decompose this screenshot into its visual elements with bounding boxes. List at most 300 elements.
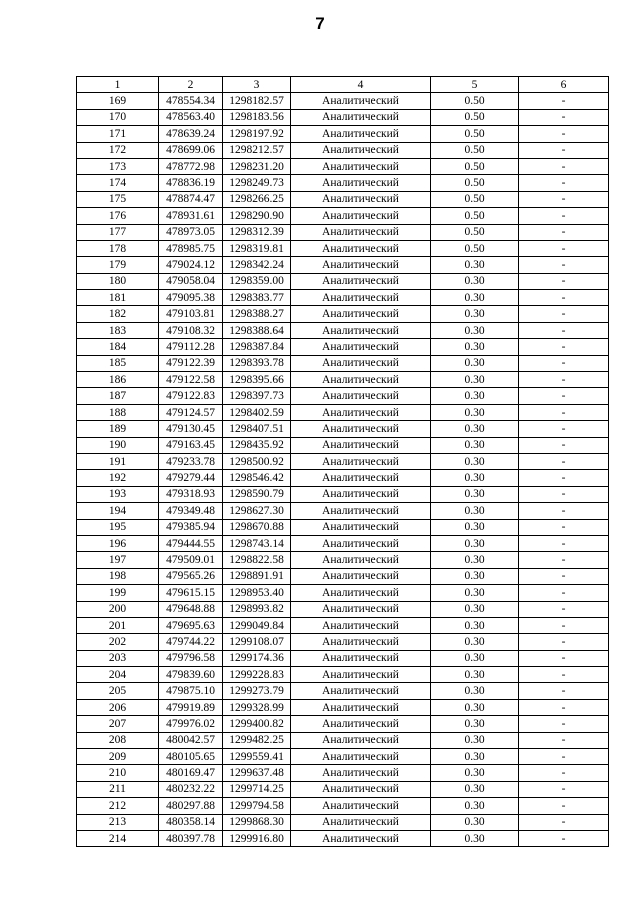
table-header-row	[77, 77, 609, 93]
note-cell: -	[519, 568, 609, 584]
table-row	[77, 781, 609, 797]
note-cell: -	[519, 388, 609, 404]
accuracy-cell: 0.50	[431, 208, 519, 224]
table-row	[77, 601, 609, 617]
x-coordinate-cell: 478874.47	[159, 191, 223, 207]
point-number-cell: 170	[77, 109, 159, 125]
note-cell: -	[519, 781, 609, 797]
method-cell: Аналитический	[291, 716, 431, 732]
x-coordinate-cell: 480169.47	[159, 765, 223, 781]
x-coordinate-cell: 479058.04	[159, 273, 223, 289]
x-coordinate-cell: 479615.15	[159, 585, 223, 601]
method-cell: Аналитический	[291, 650, 431, 666]
note-cell: -	[519, 535, 609, 551]
note-cell: -	[519, 290, 609, 306]
y-coordinate-cell: 1298266.25	[223, 191, 291, 207]
method-cell: Аналитический	[291, 273, 431, 289]
point-number-cell: 175	[77, 191, 159, 207]
note-cell: -	[519, 486, 609, 502]
method-cell: Аналитический	[291, 617, 431, 633]
accuracy-cell: 0.30	[431, 388, 519, 404]
point-number-cell: 193	[77, 486, 159, 502]
note-cell: -	[519, 470, 609, 486]
method-cell: Аналитический	[291, 781, 431, 797]
point-number-cell: 194	[77, 503, 159, 519]
x-coordinate-cell: 479875.10	[159, 683, 223, 699]
table-row	[77, 470, 609, 486]
point-number-cell: 198	[77, 568, 159, 584]
x-coordinate-cell: 479509.01	[159, 552, 223, 568]
note-cell: -	[519, 306, 609, 322]
table-row	[77, 798, 609, 814]
table-row	[77, 191, 609, 207]
point-number-cell: 191	[77, 453, 159, 469]
method-cell: Аналитический	[291, 683, 431, 699]
method-cell: Аналитический	[291, 814, 431, 830]
note-cell: -	[519, 175, 609, 191]
y-coordinate-cell: 1298249.73	[223, 175, 291, 191]
x-coordinate-cell: 479024.12	[159, 257, 223, 273]
accuracy-cell: 0.50	[431, 240, 519, 256]
accuracy-cell: 0.50	[431, 109, 519, 125]
y-coordinate-cell: 1298183.56	[223, 109, 291, 125]
note-cell: -	[519, 142, 609, 158]
point-number-cell: 169	[77, 93, 159, 109]
accuracy-cell: 0.30	[431, 732, 519, 748]
column-header-6: 6	[519, 77, 609, 93]
point-number-cell: 179	[77, 257, 159, 273]
point-number-cell: 187	[77, 388, 159, 404]
y-coordinate-cell: 1298822.58	[223, 552, 291, 568]
x-coordinate-cell: 479124.57	[159, 404, 223, 420]
point-number-cell: 189	[77, 421, 159, 437]
x-coordinate-cell: 478985.75	[159, 240, 223, 256]
y-coordinate-cell: 1299049.84	[223, 617, 291, 633]
table-row	[77, 683, 609, 699]
note-cell: -	[519, 749, 609, 765]
x-coordinate-cell: 478836.19	[159, 175, 223, 191]
table-row	[77, 552, 609, 568]
note-cell: -	[519, 421, 609, 437]
x-coordinate-cell: 478699.06	[159, 142, 223, 158]
method-cell: Аналитический	[291, 126, 431, 142]
table-row	[77, 290, 609, 306]
method-cell: Аналитический	[291, 339, 431, 355]
note-cell: -	[519, 372, 609, 388]
point-number-cell: 181	[77, 290, 159, 306]
accuracy-cell: 0.30	[431, 339, 519, 355]
method-cell: Аналитический	[291, 749, 431, 765]
table-row	[77, 519, 609, 535]
table-row	[77, 617, 609, 633]
method-cell: Аналитический	[291, 224, 431, 240]
table-row	[77, 667, 609, 683]
point-number-cell: 172	[77, 142, 159, 158]
table-row	[77, 503, 609, 519]
x-coordinate-cell: 479744.22	[159, 634, 223, 650]
method-cell: Аналитический	[291, 191, 431, 207]
accuracy-cell: 0.30	[431, 634, 519, 650]
note-cell: -	[519, 814, 609, 830]
note-cell: -	[519, 519, 609, 535]
table-row	[77, 158, 609, 174]
note-cell: -	[519, 437, 609, 453]
method-cell: Аналитический	[291, 519, 431, 535]
note-cell: -	[519, 732, 609, 748]
point-number-cell: 190	[77, 437, 159, 453]
y-coordinate-cell: 1299916.80	[223, 830, 291, 846]
note-cell: -	[519, 322, 609, 338]
method-cell: Аналитический	[291, 175, 431, 191]
table-row	[77, 830, 609, 846]
method-cell: Аналитический	[291, 601, 431, 617]
point-number-cell: 185	[77, 355, 159, 371]
x-coordinate-cell: 478772.98	[159, 158, 223, 174]
column-header-3: 3	[223, 77, 291, 93]
y-coordinate-cell: 1299794.58	[223, 798, 291, 814]
table-row	[77, 814, 609, 830]
accuracy-cell: 0.30	[431, 749, 519, 765]
method-cell: Аналитический	[291, 421, 431, 437]
note-cell: -	[519, 601, 609, 617]
method-cell: Аналитический	[291, 453, 431, 469]
accuracy-cell: 0.30	[431, 306, 519, 322]
y-coordinate-cell: 1298402.59	[223, 404, 291, 420]
point-number-cell: 205	[77, 683, 159, 699]
accuracy-cell: 0.30	[431, 617, 519, 633]
note-cell: -	[519, 765, 609, 781]
table-row	[77, 716, 609, 732]
accuracy-cell: 0.30	[431, 601, 519, 617]
x-coordinate-cell: 478639.24	[159, 126, 223, 142]
note-cell: -	[519, 830, 609, 846]
point-number-cell: 176	[77, 208, 159, 224]
method-cell: Аналитический	[291, 470, 431, 486]
table-row	[77, 240, 609, 256]
method-cell: Аналитический	[291, 208, 431, 224]
point-number-cell: 173	[77, 158, 159, 174]
x-coordinate-cell: 479163.45	[159, 437, 223, 453]
method-cell: Аналитический	[291, 142, 431, 158]
table-row	[77, 208, 609, 224]
y-coordinate-cell: 1298290.90	[223, 208, 291, 224]
note-cell: -	[519, 552, 609, 568]
table-row	[77, 175, 609, 191]
method-cell: Аналитический	[291, 372, 431, 388]
y-coordinate-cell: 1298500.92	[223, 453, 291, 469]
method-cell: Аналитический	[291, 322, 431, 338]
note-cell: -	[519, 273, 609, 289]
y-coordinate-cell: 1299482.25	[223, 732, 291, 748]
table-row	[77, 339, 609, 355]
accuracy-cell: 0.30	[431, 798, 519, 814]
note-cell: -	[519, 208, 609, 224]
y-coordinate-cell: 1299108.07	[223, 634, 291, 650]
table-body	[77, 93, 609, 847]
y-coordinate-cell: 1298435.92	[223, 437, 291, 453]
accuracy-cell: 0.30	[431, 519, 519, 535]
note-cell: -	[519, 798, 609, 814]
method-cell: Аналитический	[291, 503, 431, 519]
column-header-4: 4	[291, 77, 431, 93]
table-row	[77, 437, 609, 453]
point-number-cell: 209	[77, 749, 159, 765]
accuracy-cell: 0.30	[431, 322, 519, 338]
accuracy-cell: 0.30	[431, 814, 519, 830]
accuracy-cell: 0.50	[431, 191, 519, 207]
accuracy-cell: 0.30	[431, 535, 519, 551]
y-coordinate-cell: 1299400.82	[223, 716, 291, 732]
accuracy-cell: 0.50	[431, 93, 519, 109]
table-row	[77, 355, 609, 371]
accuracy-cell: 0.30	[431, 716, 519, 732]
accuracy-cell: 0.30	[431, 830, 519, 846]
note-cell: -	[519, 126, 609, 142]
x-coordinate-cell: 479919.89	[159, 699, 223, 715]
y-coordinate-cell: 1298953.40	[223, 585, 291, 601]
point-number-cell: 212	[77, 798, 159, 814]
x-coordinate-cell: 479130.45	[159, 421, 223, 437]
y-coordinate-cell: 1298212.57	[223, 142, 291, 158]
accuracy-cell: 0.50	[431, 126, 519, 142]
method-cell: Аналитический	[291, 240, 431, 256]
note-cell: -	[519, 453, 609, 469]
x-coordinate-cell: 479108.32	[159, 322, 223, 338]
table-row	[77, 535, 609, 551]
table-row	[77, 142, 609, 158]
accuracy-cell: 0.30	[431, 453, 519, 469]
column-header-2: 2	[159, 77, 223, 93]
x-coordinate-cell: 478931.61	[159, 208, 223, 224]
point-number-cell: 183	[77, 322, 159, 338]
note-cell: -	[519, 404, 609, 420]
point-number-cell: 192	[77, 470, 159, 486]
point-number-cell: 199	[77, 585, 159, 601]
point-number-cell: 195	[77, 519, 159, 535]
y-coordinate-cell: 1298670.88	[223, 519, 291, 535]
column-header-1: 1	[77, 77, 159, 93]
y-coordinate-cell: 1298393.78	[223, 355, 291, 371]
method-cell: Аналитический	[291, 486, 431, 502]
note-cell: -	[519, 240, 609, 256]
accuracy-cell: 0.30	[431, 667, 519, 683]
x-coordinate-cell: 479796.58	[159, 650, 223, 666]
point-number-cell: 180	[77, 273, 159, 289]
y-coordinate-cell: 1299714.25	[223, 781, 291, 797]
point-number-cell: 203	[77, 650, 159, 666]
x-coordinate-cell: 479233.78	[159, 453, 223, 469]
method-cell: Аналитический	[291, 535, 431, 551]
y-coordinate-cell: 1299559.41	[223, 749, 291, 765]
x-coordinate-cell: 480105.65	[159, 749, 223, 765]
y-coordinate-cell: 1298546.42	[223, 470, 291, 486]
method-cell: Аналитический	[291, 437, 431, 453]
method-cell: Аналитический	[291, 634, 431, 650]
accuracy-cell: 0.30	[431, 503, 519, 519]
note-cell: -	[519, 650, 609, 666]
x-coordinate-cell: 479839.60	[159, 667, 223, 683]
note-cell: -	[519, 503, 609, 519]
accuracy-cell: 0.30	[431, 568, 519, 584]
point-number-cell: 197	[77, 552, 159, 568]
x-coordinate-cell: 479095.38	[159, 290, 223, 306]
y-coordinate-cell: 1298197.92	[223, 126, 291, 142]
table-row	[77, 585, 609, 601]
table-row	[77, 388, 609, 404]
y-coordinate-cell: 1298182.57	[223, 93, 291, 109]
y-coordinate-cell: 1298590.79	[223, 486, 291, 502]
point-number-cell: 201	[77, 617, 159, 633]
table-row	[77, 306, 609, 322]
y-coordinate-cell: 1298627.30	[223, 503, 291, 519]
accuracy-cell: 0.30	[431, 470, 519, 486]
note-cell: -	[519, 699, 609, 715]
accuracy-cell: 0.30	[431, 437, 519, 453]
accuracy-cell: 0.30	[431, 765, 519, 781]
note-cell: -	[519, 667, 609, 683]
table-row	[77, 224, 609, 240]
y-coordinate-cell: 1298231.20	[223, 158, 291, 174]
point-number-cell: 182	[77, 306, 159, 322]
method-cell: Аналитический	[291, 109, 431, 125]
point-number-cell: 196	[77, 535, 159, 551]
coordinates-table	[76, 76, 609, 847]
note-cell: -	[519, 109, 609, 125]
method-cell: Аналитический	[291, 93, 431, 109]
point-number-cell: 204	[77, 667, 159, 683]
y-coordinate-cell: 1299868.30	[223, 814, 291, 830]
y-coordinate-cell: 1298395.66	[223, 372, 291, 388]
point-number-cell: 174	[77, 175, 159, 191]
note-cell: -	[519, 339, 609, 355]
x-coordinate-cell: 479318.93	[159, 486, 223, 502]
table-row	[77, 486, 609, 502]
y-coordinate-cell: 1298891.91	[223, 568, 291, 584]
note-cell: -	[519, 355, 609, 371]
note-cell: -	[519, 257, 609, 273]
y-coordinate-cell: 1298312.39	[223, 224, 291, 240]
point-number-cell: 206	[77, 699, 159, 715]
method-cell: Аналитический	[291, 388, 431, 404]
point-number-cell: 211	[77, 781, 159, 797]
x-coordinate-cell: 479648.88	[159, 601, 223, 617]
table-row	[77, 322, 609, 338]
x-coordinate-cell: 479444.55	[159, 535, 223, 551]
x-coordinate-cell: 478563.40	[159, 109, 223, 125]
point-number-cell: 171	[77, 126, 159, 142]
y-coordinate-cell: 1299174.36	[223, 650, 291, 666]
x-coordinate-cell: 478973.05	[159, 224, 223, 240]
y-coordinate-cell: 1298342.24	[223, 257, 291, 273]
y-coordinate-cell: 1299637.48	[223, 765, 291, 781]
accuracy-cell: 0.30	[431, 273, 519, 289]
accuracy-cell: 0.30	[431, 257, 519, 273]
y-coordinate-cell: 1298319.81	[223, 240, 291, 256]
accuracy-cell: 0.30	[431, 683, 519, 699]
x-coordinate-cell: 480397.78	[159, 830, 223, 846]
y-coordinate-cell: 1298397.73	[223, 388, 291, 404]
point-number-cell: 200	[77, 601, 159, 617]
accuracy-cell: 0.50	[431, 175, 519, 191]
accuracy-cell: 0.30	[431, 372, 519, 388]
method-cell: Аналитический	[291, 290, 431, 306]
x-coordinate-cell: 480297.88	[159, 798, 223, 814]
note-cell: -	[519, 158, 609, 174]
x-coordinate-cell: 479122.39	[159, 355, 223, 371]
method-cell: Аналитический	[291, 355, 431, 371]
note-cell: -	[519, 191, 609, 207]
table-row	[77, 257, 609, 273]
method-cell: Аналитический	[291, 585, 431, 601]
x-coordinate-cell: 479122.58	[159, 372, 223, 388]
table-row	[77, 372, 609, 388]
point-number-cell: 178	[77, 240, 159, 256]
x-coordinate-cell: 478554.34	[159, 93, 223, 109]
y-coordinate-cell: 1298743.14	[223, 535, 291, 551]
point-number-cell: 207	[77, 716, 159, 732]
method-cell: Аналитический	[291, 699, 431, 715]
y-coordinate-cell: 1298383.77	[223, 290, 291, 306]
accuracy-cell: 0.30	[431, 486, 519, 502]
table-row	[77, 650, 609, 666]
note-cell: -	[519, 93, 609, 109]
method-cell: Аналитический	[291, 158, 431, 174]
table-row	[77, 568, 609, 584]
accuracy-cell: 0.30	[431, 585, 519, 601]
accuracy-cell: 0.30	[431, 781, 519, 797]
x-coordinate-cell: 479976.02	[159, 716, 223, 732]
table-row	[77, 421, 609, 437]
x-coordinate-cell: 480358.14	[159, 814, 223, 830]
x-coordinate-cell: 480232.22	[159, 781, 223, 797]
note-cell: -	[519, 634, 609, 650]
table-row	[77, 404, 609, 420]
x-coordinate-cell: 479103.81	[159, 306, 223, 322]
point-number-cell: 186	[77, 372, 159, 388]
table-row	[77, 699, 609, 715]
point-number-cell: 188	[77, 404, 159, 420]
point-number-cell: 208	[77, 732, 159, 748]
table-row	[77, 634, 609, 650]
note-cell: -	[519, 617, 609, 633]
method-cell: Аналитический	[291, 667, 431, 683]
x-coordinate-cell: 479112.28	[159, 339, 223, 355]
note-cell: -	[519, 683, 609, 699]
method-cell: Аналитический	[291, 830, 431, 846]
page-number: 7	[315, 14, 325, 33]
point-number-cell: 177	[77, 224, 159, 240]
y-coordinate-cell: 1298359.00	[223, 273, 291, 289]
accuracy-cell: 0.30	[431, 650, 519, 666]
x-coordinate-cell: 479385.94	[159, 519, 223, 535]
accuracy-cell: 0.30	[431, 355, 519, 371]
note-cell: -	[519, 716, 609, 732]
column-header-5: 5	[431, 77, 519, 93]
method-cell: Аналитический	[291, 732, 431, 748]
point-number-cell: 184	[77, 339, 159, 355]
note-cell: -	[519, 585, 609, 601]
accuracy-cell: 0.50	[431, 224, 519, 240]
method-cell: Аналитический	[291, 257, 431, 273]
table-row	[77, 93, 609, 109]
accuracy-cell: 0.30	[431, 699, 519, 715]
x-coordinate-cell: 480042.57	[159, 732, 223, 748]
method-cell: Аналитический	[291, 306, 431, 322]
method-cell: Аналитический	[291, 568, 431, 584]
method-cell: Аналитический	[291, 798, 431, 814]
table-row	[77, 273, 609, 289]
y-coordinate-cell: 1299328.99	[223, 699, 291, 715]
